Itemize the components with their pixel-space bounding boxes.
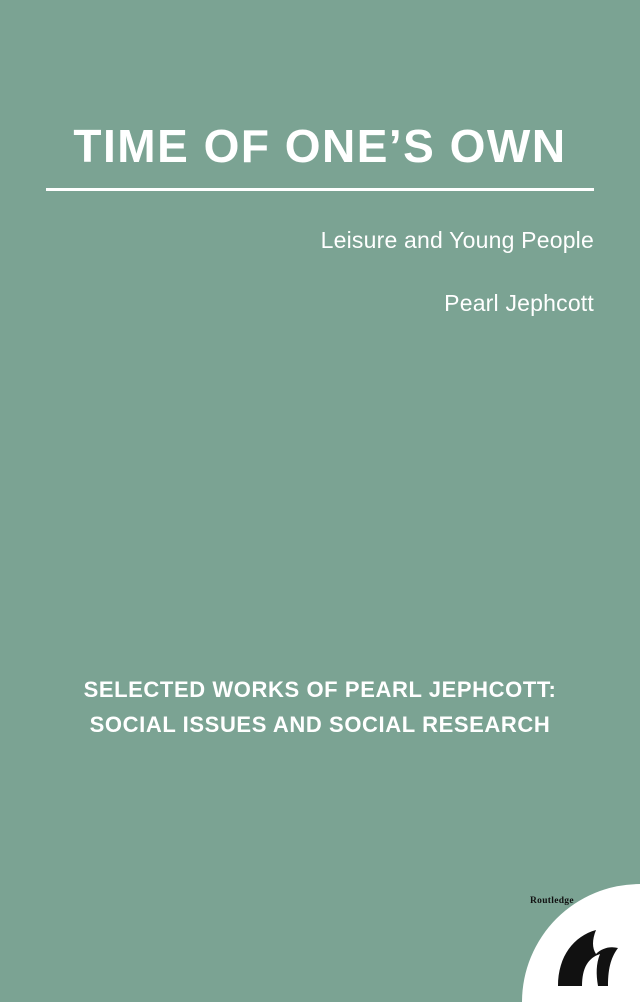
publisher-logo [522,884,640,1002]
publisher-name: Routledge [530,896,574,906]
subtitle: Leisure and Young People [320,227,594,254]
logo-inner [528,892,632,992]
series-block [46,672,594,742]
title-block [46,122,594,317]
routledge-logo-icon [552,912,630,990]
author-name: Pearl Jephcott [444,290,594,317]
series-line-1: SELECTED WORKS OF PEARL JEPHCOTT: [83,677,557,702]
series-line-2: SOCIAL ISSUES AND SOCIAL RESEARCH [89,712,551,738]
page-title: TIME OF ONE’S OWN [46,122,594,191]
